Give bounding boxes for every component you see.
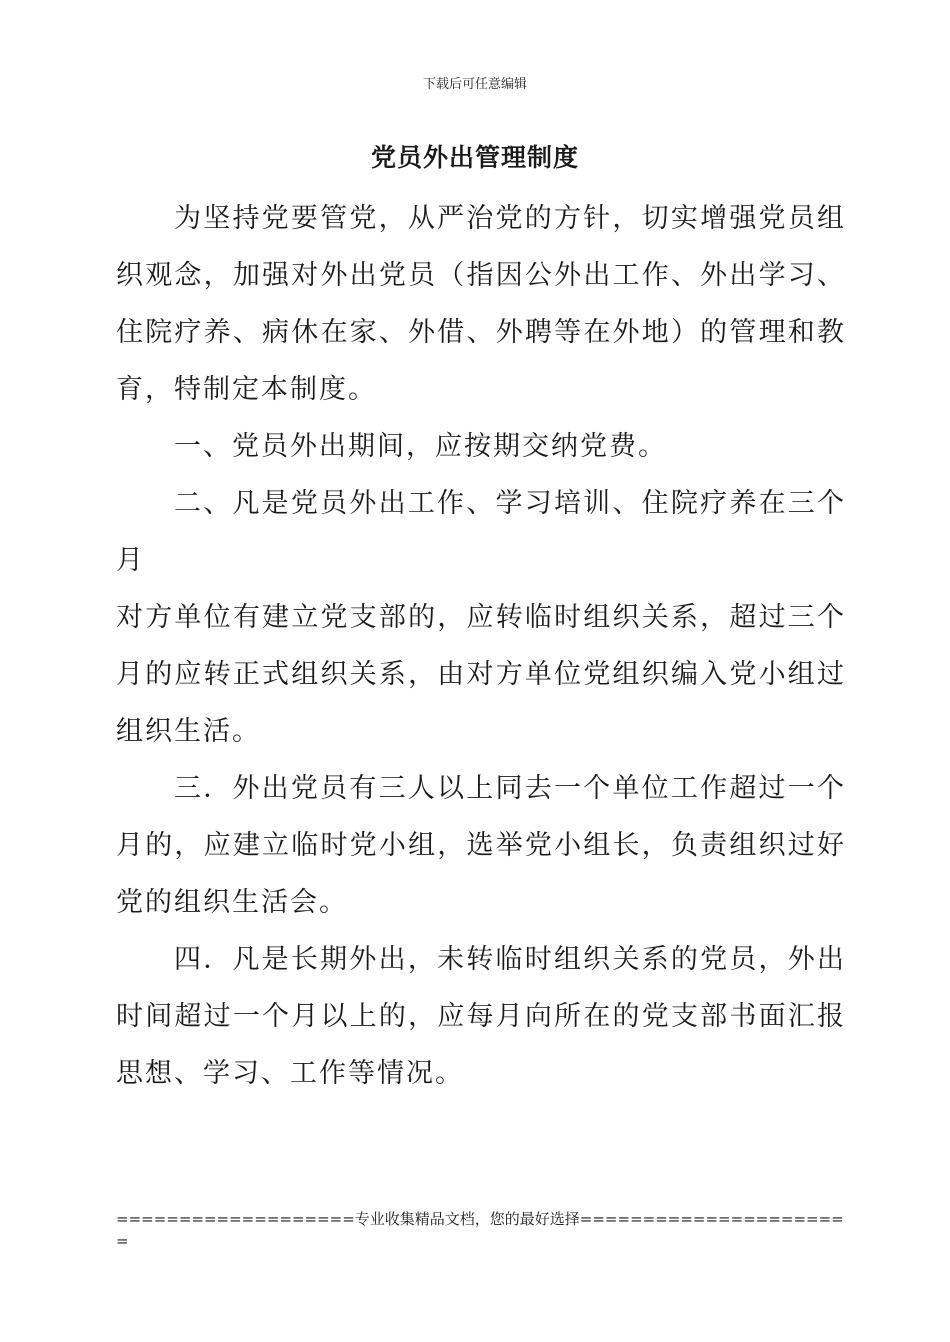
paragraph-intro: 为坚持党要管党，从严治党的方针，切实增强党员组织观念，加强对外出党员（指因公外出工作、外出学习、住院疗养、病休在家、外借、外聘等在外地）的管理和教育，特制定本制度。: [116, 203, 846, 405]
footer-banner: ===================专业收集精品文档，您的最好选择======================: [116, 1210, 844, 1250]
paragraph-item-3: 三．外出党员有三人以上同去一个单位工作超过一个月的，应建立临时党小组，选举党小组长，负责组织过好党的组织生活会。: [116, 773, 846, 918]
paragraph-item-4: 四．凡是长期外出，未转临时组织关系的党员，外出时间超过一个月以上的，应每月向所在的党支部书面汇报思想、学习、工作等情况。: [116, 944, 846, 1089]
document-body: [116, 190, 846, 1102]
paragraph-item-2-continued: 对方单位有建立党支部的，应转临时组织关系，超过三个月的应转正式组织关系，由对方单位党组织编入党小组过组织生活。: [116, 602, 846, 747]
document-title: 党员外出管理制度: [370, 143, 579, 172]
paragraph-item-2: 二、凡是党员外出工作、学习培训、住院疗养在三个月: [116, 488, 846, 576]
paragraph-item-1: 一、党员外出期间，应按期交纳党费。: [174, 431, 667, 462]
header-note: 下载后可任意编辑: [422, 77, 527, 92]
